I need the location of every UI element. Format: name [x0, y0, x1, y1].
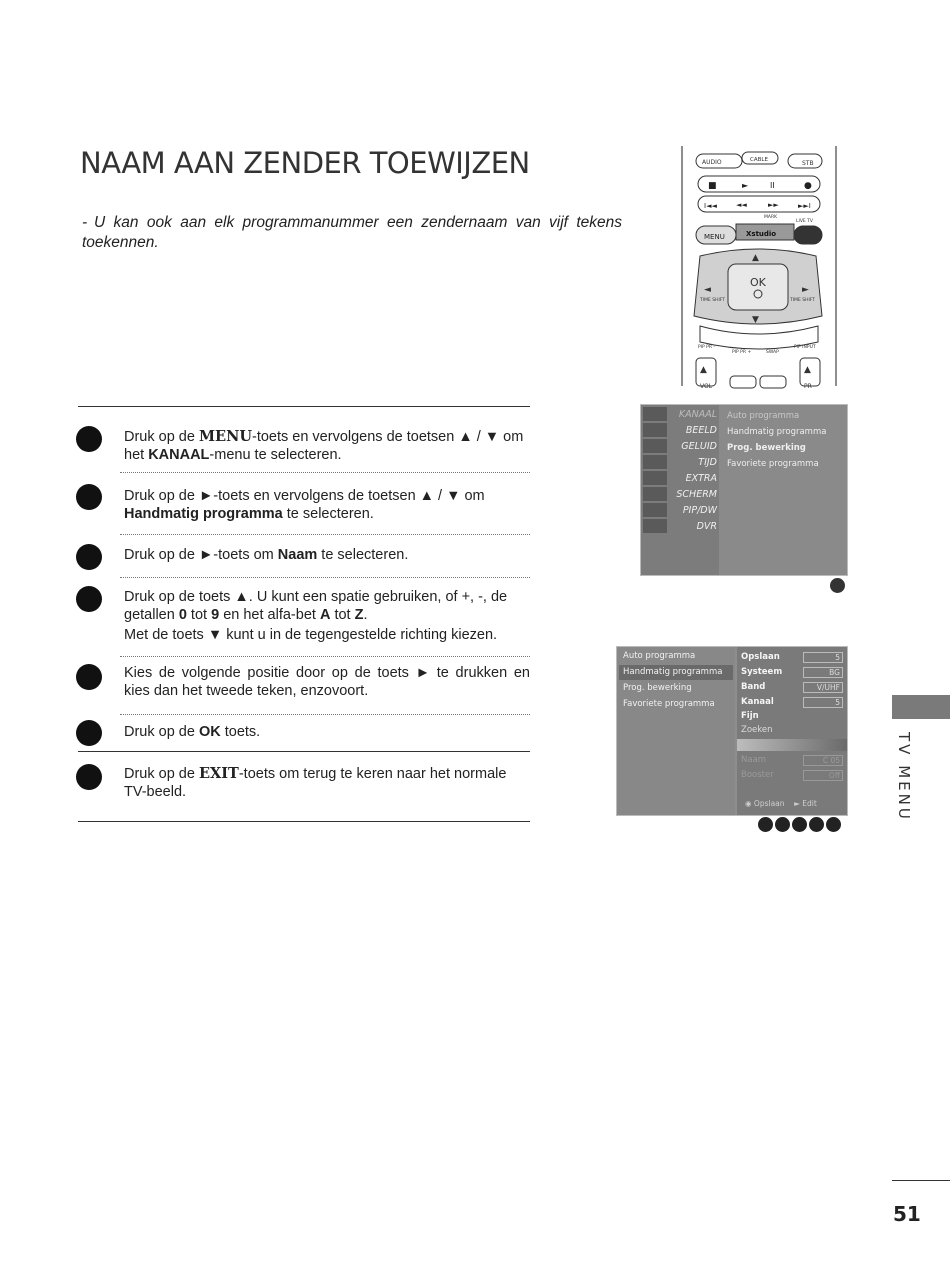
- setting-label: Zoeken: [741, 725, 773, 735]
- page-number-rule: [892, 1180, 950, 1181]
- step-divider: [120, 534, 530, 535]
- selected-setting-bar: [737, 739, 847, 751]
- footer-hint: ◉ Opslaan ► Edit: [745, 799, 817, 808]
- pause-icon: II: [770, 181, 775, 190]
- section-top-rule: [78, 406, 530, 407]
- skip-back-icon: I◄◄: [704, 202, 717, 210]
- setting-label: Booster: [741, 770, 774, 780]
- setting-value: C 05: [803, 755, 843, 766]
- step-3-text: Druk op de ►-toets om Naam te selecteren.: [124, 547, 409, 563]
- step-5-text: Kies de volgende positie door op de toets ► te drukken en kies dan het tweede teken, enzovoort.: [124, 665, 530, 699]
- step-marker-dot: [775, 817, 790, 832]
- setting-value: 5: [803, 652, 843, 663]
- pip-pr-plus-label: PIP PR +: [732, 350, 752, 355]
- step-marker-dot: [826, 817, 841, 832]
- step-2-marker: [76, 484, 102, 510]
- setting-label: Fijn: [741, 711, 759, 721]
- setting-label: Systeem: [741, 667, 783, 677]
- cable-button-label: CABLE: [750, 157, 768, 163]
- setting-label: Naam: [741, 755, 767, 765]
- right-arrow-icon: ►: [802, 285, 809, 295]
- swap-label: SWAP: [766, 350, 779, 355]
- step-marker-dot: [758, 817, 773, 832]
- step-6-marker: [76, 720, 102, 746]
- menu-item-selected: Handmatig programma: [623, 667, 723, 677]
- time-shift-left-label: TIME SHIFT: [700, 298, 726, 303]
- step-divider: [120, 714, 530, 715]
- menu-item: Handmatig programma: [727, 427, 827, 437]
- menu-item: Favoriete programma: [623, 699, 715, 709]
- menu-item: Auto programma: [727, 411, 800, 421]
- vol-label: VOL: [700, 383, 713, 390]
- step-1-marker: [76, 426, 102, 452]
- step-7-text: Druk op de EXIT-toets om terug te keren naar het normale TV-beeld.: [124, 765, 507, 800]
- stb-button-label: STB: [802, 160, 814, 167]
- pip-input-label: PIP INPUT: [794, 345, 816, 350]
- menu-tab-beeld: BEELD: [685, 425, 717, 436]
- step-marker-dot: [809, 817, 824, 832]
- fast-forward-icon: ►►: [768, 201, 779, 209]
- section-tab-label: TV MENU: [895, 732, 913, 822]
- menu-item: Prog. bewerking: [623, 683, 692, 693]
- pr-up-icon: ▲: [804, 365, 811, 375]
- remote-control-illustration: [670, 146, 840, 390]
- step-5-marker: [76, 664, 102, 690]
- menu-item: Favoriete programma: [727, 459, 819, 469]
- step-7-marker: [76, 764, 102, 790]
- setting-value: 5: [803, 697, 843, 708]
- step-6-text: Druk op de OK toets.: [124, 724, 261, 740]
- live-tv-label: LIVE TV: [796, 219, 814, 224]
- setting-value: BG: [803, 667, 843, 678]
- mark-label: MARK: [764, 215, 778, 220]
- step-3-marker: [76, 544, 102, 570]
- section-rule: [78, 751, 530, 752]
- step-divider: [120, 577, 530, 578]
- menu-tab-kanaal: KANAAL: [678, 409, 717, 420]
- step-2-text: Druk op de ►-toets en vervolgens de toetsen ▲ / ▼ om Handmatig programma te selecteren.: [124, 488, 485, 522]
- step-divider: [120, 656, 530, 657]
- menu-tab-extra: EXTRA: [685, 473, 717, 484]
- time-shift-right-label: TIME SHIFT: [790, 298, 816, 303]
- setting-label: Kanaal: [741, 697, 774, 707]
- intro-text: - U kan ook aan elk programmanummer een zendernaam van vijf tekens toekennen.: [82, 214, 622, 251]
- page-title: NAAM AAN ZENDER TOEWIJZEN: [80, 146, 530, 180]
- up-arrow-icon: ▲: [752, 253, 759, 263]
- play-icon: ►: [742, 181, 749, 190]
- menu-tab-geluid: GELUID: [681, 441, 717, 452]
- vol-up-icon: ▲: [700, 365, 707, 375]
- rewind-icon: ◄◄: [736, 201, 747, 209]
- setting-label: Band: [741, 682, 766, 692]
- step-1-text: Druk op de MENU-toets en vervolgens de toetsen ▲ / ▼ om het KANAAL-menu te selecteren.: [124, 428, 524, 463]
- step-marker-dot: [792, 817, 807, 832]
- ok-button-label: OK: [750, 276, 766, 289]
- page-number: 51: [893, 1202, 921, 1226]
- menu-item: Auto programma: [623, 651, 696, 661]
- setting-label: Opslaan: [741, 652, 780, 662]
- menu-tab-pip: PIP/DW: [682, 505, 717, 516]
- menu-item: Prog. bewerking: [727, 443, 806, 453]
- menu-tab-scherm: SCHERM: [676, 489, 717, 500]
- menu-tab-dvr: DVR: [696, 521, 717, 532]
- menu-tab-tijd: TIJD: [698, 457, 717, 468]
- step-4-marker: [76, 586, 102, 612]
- menu-button-label: MENU: [704, 233, 725, 241]
- xstudio-label: Xstudio: [746, 230, 777, 238]
- pr-label: PR: [804, 383, 812, 390]
- left-arrow-icon: ◄: [704, 285, 711, 295]
- stop-icon: ■: [708, 181, 717, 191]
- step-divider: [120, 472, 530, 473]
- screen-step-marker: [830, 578, 845, 593]
- screen-step-markers: [758, 817, 843, 836]
- section-tab-marker: [892, 695, 950, 719]
- skip-forward-icon: ►►I: [798, 202, 811, 210]
- record-icon: ●: [804, 181, 812, 191]
- down-arrow-icon: ▼: [752, 315, 759, 325]
- kanaal-menu-screenshot: [640, 404, 848, 576]
- pip-pr-minus-label: PIP PR -: [698, 345, 716, 350]
- section-bottom-rule: [78, 821, 530, 822]
- right-menu-panel: [737, 647, 847, 815]
- setting-value: V/UHF: [803, 682, 843, 693]
- handmatig-programma-screenshot: [616, 646, 848, 816]
- audio-button-label: AUDIO: [702, 159, 722, 166]
- setting-value: Off: [803, 770, 843, 781]
- step-4-text: Druk op de toets ▲. U kunt een spatie gebruiken, of +, -, de getallen 0 tot 9 en het alfa-bet A tot Z. Met de toets ▼ kunt u in de tegengestelde richting kiezen.: [124, 589, 508, 643]
